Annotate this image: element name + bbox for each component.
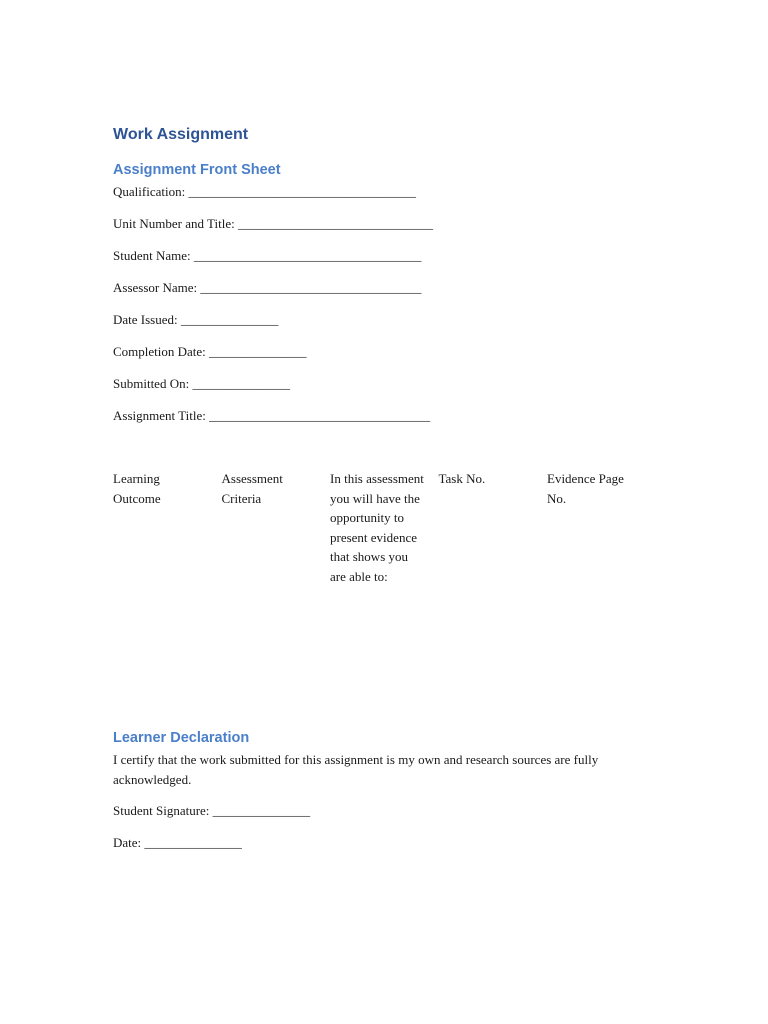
field-assessor-name — [113, 278, 653, 298]
field-student-name — [113, 246, 653, 266]
field-qualification — [113, 182, 653, 202]
outcomes-table — [113, 469, 656, 726]
column-header-text: In this assessment you will have the opportunity to present evidence that shows you are able to: — [330, 471, 424, 584]
column-header-evidence-description — [330, 469, 439, 586]
field-label: Assignment Title: — [113, 408, 206, 423]
fill-line[interactable]: __________________________________ — [209, 408, 431, 423]
table-header-row — [113, 469, 656, 586]
column-header-text: Assessment Criteria — [221, 471, 283, 506]
field-assignment-title — [113, 406, 653, 426]
document-title: Work Assignment — [113, 126, 249, 143]
learner-declaration-heading: Learner Declaration — [113, 730, 250, 746]
table-cell[interactable] — [547, 586, 656, 726]
field-student-signature — [113, 801, 653, 821]
field-label: Date Issued: — [113, 312, 178, 327]
field-label: Student Signature: — [113, 803, 210, 818]
fill-line[interactable]: ___________________________________ — [193, 248, 422, 263]
column-header-text: Evidence Page No. — [547, 471, 624, 506]
column-header-text: Learning Outcome — [113, 471, 161, 506]
fill-line[interactable]: _______________ — [212, 803, 311, 818]
field-label: Assessor Name: — [113, 280, 198, 295]
document-page — [113, 122, 653, 853]
field-label: Qualification: — [113, 184, 186, 199]
column-header-evidence-page-no — [547, 469, 656, 586]
field-date-issued — [113, 310, 653, 330]
declaration-statement: I certify that the work submitted for this assignment is my own and research sources are fully acknowledged. — [113, 752, 599, 787]
column-header-text: Task No. — [438, 471, 486, 486]
field-label: Unit Number and Title: — [113, 216, 235, 231]
field-completion-date — [113, 342, 653, 362]
field-label: Completion Date: — [113, 344, 206, 359]
fill-line[interactable]: __________________________________ — [200, 280, 422, 295]
field-submitted-on — [113, 374, 653, 394]
front-sheet-fields — [113, 182, 653, 426]
table-cell[interactable] — [113, 586, 222, 726]
field-unit-number-title — [113, 214, 653, 234]
field-date — [113, 833, 653, 853]
fill-line[interactable]: ___________________________________ — [188, 184, 416, 199]
column-header-task-no — [439, 469, 548, 586]
fill-line[interactable]: _______________ — [180, 312, 279, 327]
table-cell[interactable] — [330, 586, 439, 726]
fill-line[interactable]: _______________ — [144, 835, 242, 850]
field-label: Student Name: — [113, 248, 191, 263]
field-label: Submitted On: — [113, 376, 190, 391]
front-sheet-heading: Assignment Front Sheet — [113, 162, 281, 178]
table-row — [113, 586, 656, 726]
field-label: Date: — [113, 835, 142, 850]
fill-line[interactable]: ______________________________ — [237, 216, 433, 231]
column-header-learning-outcome — [113, 469, 222, 586]
fill-line[interactable]: _______________ — [209, 344, 307, 359]
signature-fields — [113, 801, 653, 853]
table-cell[interactable] — [439, 586, 548, 726]
table-cell[interactable] — [222, 586, 331, 726]
column-header-assessment-criteria — [222, 469, 331, 586]
fill-line[interactable]: _______________ — [192, 376, 290, 391]
